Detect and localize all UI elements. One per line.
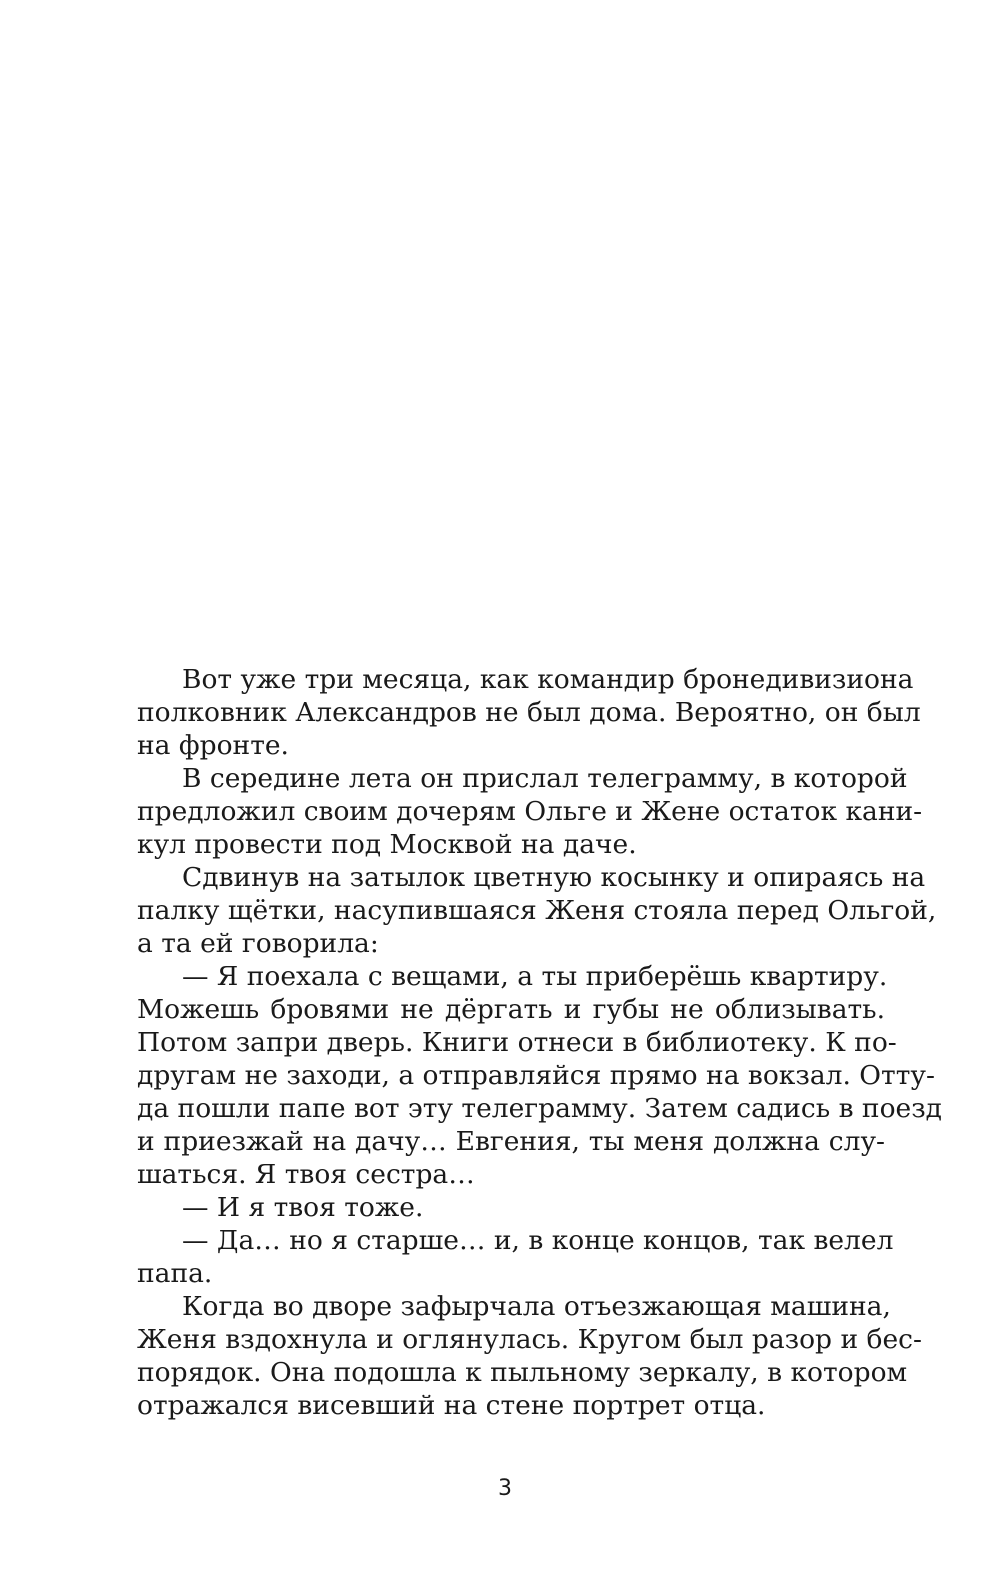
- body-text: [137, 663, 943, 1422]
- text-line: другам не заходи, а отправляйся прямо на вокзал. Отту-: [137, 1060, 935, 1091]
- text-line: а та ей говорила:: [137, 928, 379, 959]
- text-line: палку щётки, насупившаяся Женя стояла перед Ольгой,: [137, 895, 937, 926]
- text-line: кул провести под Москвой на даче.: [137, 829, 637, 860]
- text-line: Сдвинув на затылок цветную косынку и опираясь на: [182, 862, 926, 893]
- text-line: на фронте.: [137, 730, 289, 761]
- text-line: — Да… но я старше… и, в конце концов, так велел: [182, 1225, 894, 1256]
- text-line: да пошли папе вот эту телеграмму. Затем садись в поезд: [137, 1093, 943, 1124]
- text-line: Можешь бровями не дёргать и губы не облизывать.: [137, 994, 885, 1025]
- text-line: предложил своим дочерям Ольге и Жене остаток кани-: [137, 796, 923, 827]
- text-line: полковник Александров не был дома. Вероятно, он был: [137, 697, 921, 728]
- text-line: Когда во дворе зафырчала отъезжающая машина,: [182, 1291, 891, 1322]
- text-line: порядок. Она подошла к пыльному зеркалу, в котором: [137, 1357, 908, 1388]
- text-line: Женя вздохнула и оглянулась. Кругом был разор и бес-: [137, 1324, 922, 1355]
- text-line: — Я поехала с вещами, а ты приберёшь квартиру.: [182, 961, 888, 992]
- text-line: Вот уже три месяца, как командир бронедивизиона: [182, 664, 914, 695]
- text-line: шаться. Я твоя сестра…: [137, 1159, 475, 1190]
- text-line: В середине лета он прислал телеграмму, в которой: [182, 763, 908, 794]
- text-line: папа.: [137, 1258, 213, 1289]
- text-line: отражался висевший на стене портрет отца.: [137, 1390, 766, 1421]
- page-number: 3: [498, 1476, 512, 1501]
- text-line: и приезжай на дачу… Евгения, ты меня должна слу-: [137, 1126, 885, 1157]
- text-line: — И я твоя тоже.: [182, 1192, 424, 1223]
- text-line: Потом запри дверь. Книги отнеси в библиотеку. К по-: [137, 1027, 897, 1058]
